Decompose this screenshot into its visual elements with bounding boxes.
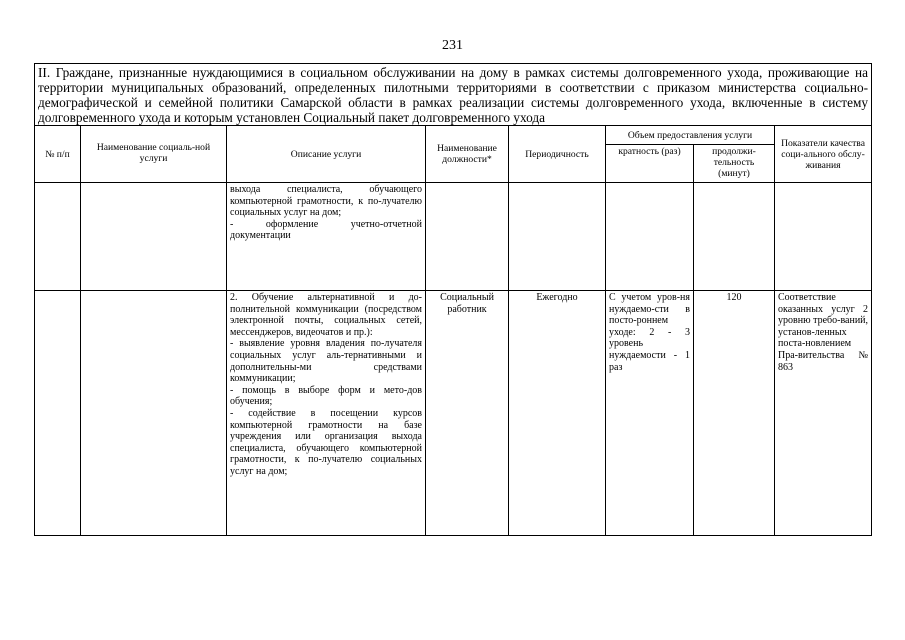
- header-quality: Показатели качества соци-ального обслу-живания: [775, 126, 872, 183]
- row-frequency: [606, 183, 694, 291]
- row-duration: 120: [694, 291, 775, 536]
- header-volume: Объем предоставления услуги: [606, 126, 775, 145]
- row-description: 2. Обучение альтернативной и до-полнительной коммуникации (посредством электронной почты, социальных сетей, мессенджеров, видеочатов и пр.): - выявление уровня владения по-лучателя социальных услуг аль-тернативными и дополнительны-ми средствами коммуникации; - помощь в выборе форм и мето-дов обучения; - содействие в посещении курсов компьютерной грамотности на базе учреждения или организация выхода специалиста, обучающего компьютерной грамотности, к по-лучателю социальных услуг на дом;: [227, 291, 426, 536]
- header-frequency: кратность (раз): [606, 145, 694, 183]
- header-periodicity: Периодичность: [509, 126, 606, 183]
- row-description: выхода специалиста, обучающего компьютерной грамотности, к по-лучателю социальных услуг на дом; - оформление учетно-отчетной документации: [227, 183, 426, 291]
- header-row-1: [35, 126, 872, 145]
- header-num: № п/п: [35, 126, 81, 183]
- row-service-name: [81, 183, 227, 291]
- row-quality: [775, 183, 872, 291]
- row-periodicity: [509, 183, 606, 291]
- row-num: [35, 291, 81, 536]
- row-quality: Соответствие оказанных услуг 2 уровню требо-ваний, установ-ленных поста-новлением Пра-вительства № 863: [775, 291, 872, 536]
- row-num: [35, 183, 81, 291]
- row-position: [426, 183, 509, 291]
- page-number: 231: [442, 38, 463, 53]
- header-service-name: Наименование социаль-ной услуги: [81, 126, 227, 183]
- row-duration: [694, 183, 775, 291]
- header-position: Наименование должности*: [426, 126, 509, 183]
- row-position: Социальный работник: [426, 291, 509, 536]
- section-title: II. Граждане, признанные нуждающимися в социальном обслуживании на дому в рамках системы долговременного ухода, проживающие на территории муниципальных образований, определенных пилотными территориями в соответствии с приказом министерства социально-демографической и семейной политики Самарской области в рамках реализации системы долговременного ухода, включенные в систему долговременного ухода и которым установлен Социальный пакет долговременного ухода: [35, 64, 872, 126]
- row-frequency: С учетом уров-ня нуждаемо-сти в посто-роннем уходе: 2 - 3 уровень нуждаемости - 1 раз: [606, 291, 694, 536]
- row-service-name: [81, 291, 227, 536]
- table-row: [35, 183, 872, 291]
- header-duration: продолжи-тельность (минут): [694, 145, 775, 183]
- header-description: Описание услуги: [227, 126, 426, 183]
- services-table: [34, 63, 872, 536]
- section-row: [35, 64, 872, 126]
- row-periodicity: Ежегодно: [509, 291, 606, 536]
- table-row: [35, 291, 872, 536]
